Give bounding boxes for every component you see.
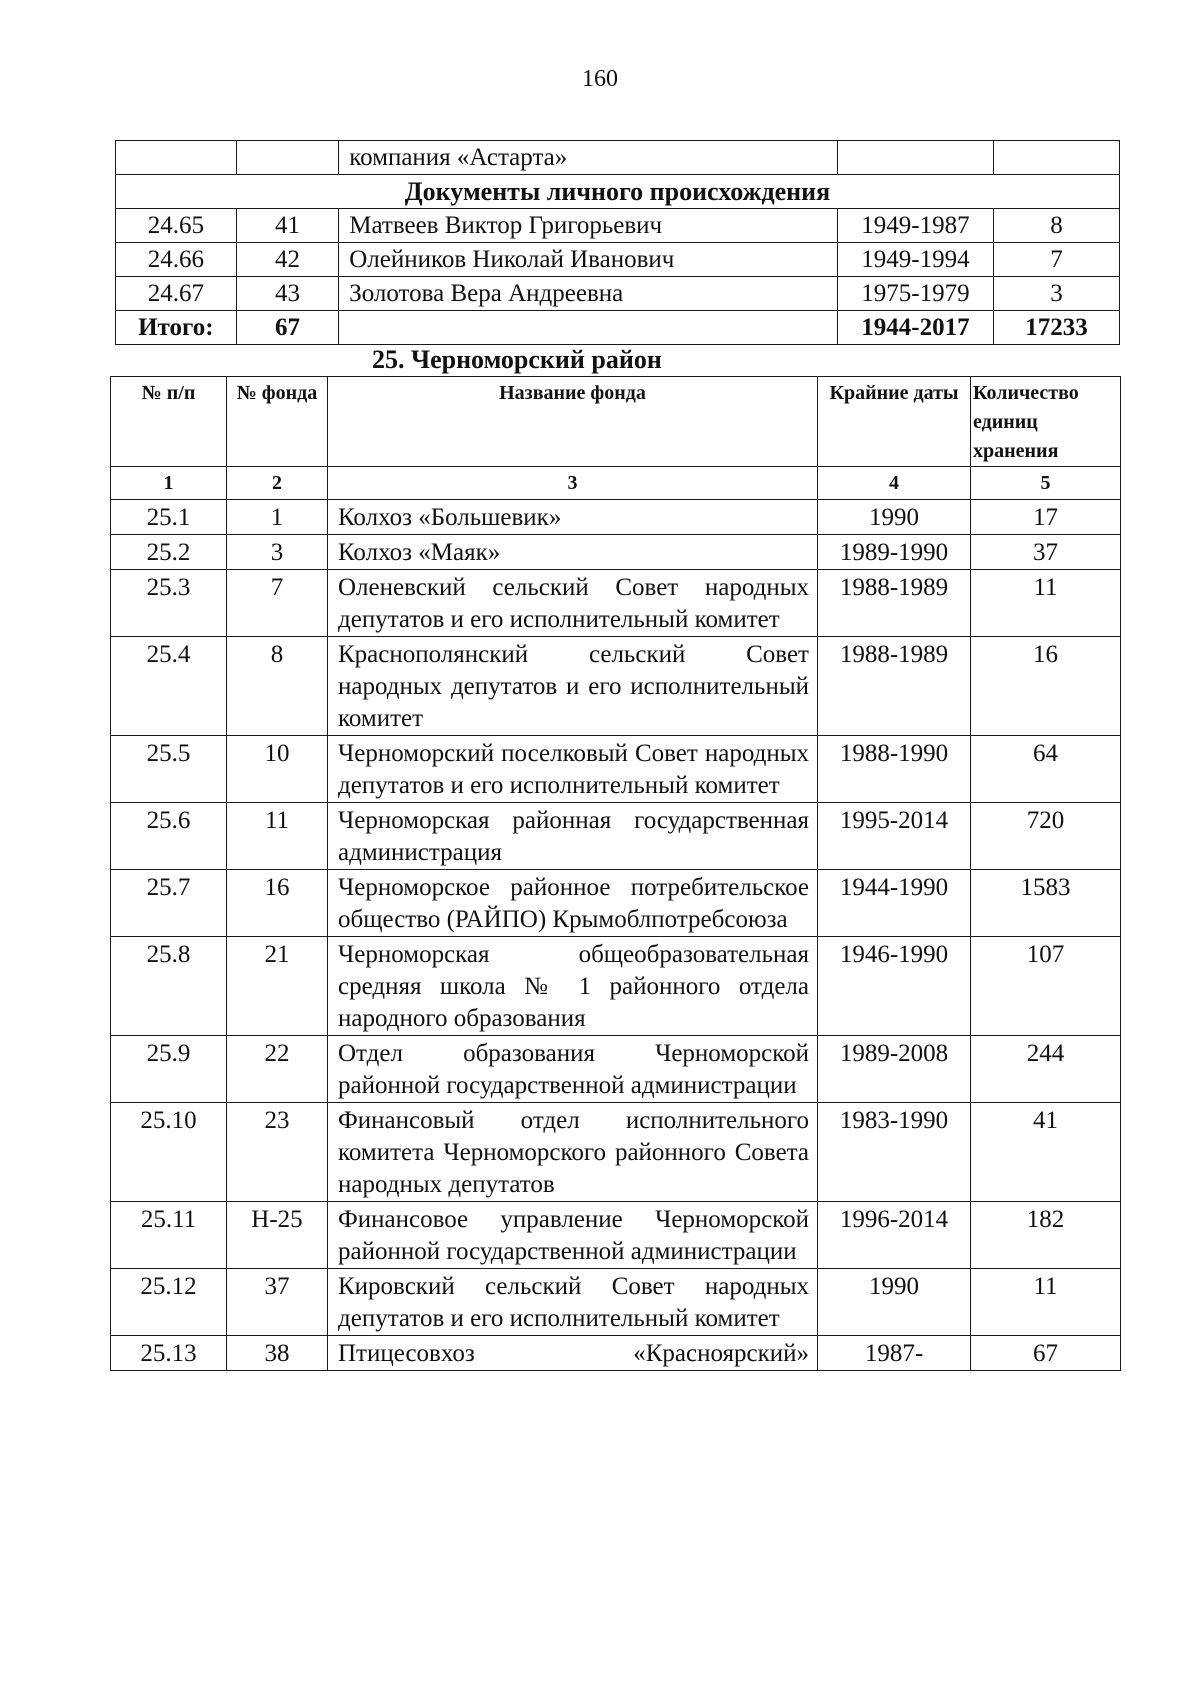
cell-idx: 25.1 <box>111 500 227 535</box>
cell-dates: 1990 <box>818 1269 971 1336</box>
cell-name: Финансовый отдел исполнительного комитета Черноморского районного Совета народных депутатов <box>328 1103 818 1202</box>
cell-fund: 41 <box>236 209 339 243</box>
header-row <box>111 377 1121 467</box>
cell-dates: 1946-1990 <box>818 937 971 1036</box>
table-row <box>111 1202 1121 1269</box>
cell-idx: 25.12 <box>111 1269 227 1336</box>
cell-dates: 1989-2008 <box>818 1036 971 1103</box>
cell-qty: 64 <box>971 736 1121 803</box>
total-label: Итого: <box>116 311 237 345</box>
cell-dates: 1983-1990 <box>818 1103 971 1202</box>
total-dates: 1944-2017 <box>838 311 994 345</box>
cell-fund: 23 <box>227 1103 328 1202</box>
column-number: 2 <box>227 467 328 500</box>
cell-fund: 11 <box>227 803 328 870</box>
column-number: 3 <box>328 467 818 500</box>
cell-qty: 7 <box>993 243 1119 277</box>
cell-dates: 1990 <box>818 500 971 535</box>
cell-name: Черноморское районное потребительское общество (РАЙПО) Крымоблпотребсоюза <box>328 870 818 937</box>
cell-qty: 17 <box>971 500 1121 535</box>
table-row <box>116 243 1120 277</box>
cell-idx: 25.5 <box>111 736 227 803</box>
cell-dates: 1988-1989 <box>818 570 971 637</box>
cell-dates: 1996-2014 <box>818 1202 971 1269</box>
cell-name: Отдел образования Черноморской районной государственной администрации <box>328 1036 818 1103</box>
header-qty: Количество единиц хранения <box>971 377 1121 467</box>
table-row <box>111 1269 1121 1336</box>
table-row <box>111 637 1121 736</box>
table-row <box>111 803 1121 870</box>
cell-fund: 1 <box>227 500 328 535</box>
cell-name: Оленевский сельский Совет народных депутатов и его исполнительный комитет <box>328 570 818 637</box>
column-number: 1 <box>111 467 227 500</box>
cell-dates: 1995-2014 <box>818 803 971 870</box>
cell-fund: 42 <box>236 243 339 277</box>
column-number: 4 <box>818 467 971 500</box>
cell-idx: 25.9 <box>111 1036 227 1103</box>
cell-fund: 38 <box>227 1336 328 1371</box>
header-fund: № фонда <box>227 377 328 467</box>
table-row <box>111 870 1121 937</box>
cell-qty: 244 <box>971 1036 1121 1103</box>
table-row <box>111 1103 1121 1202</box>
header-name: Название фонда <box>328 377 818 467</box>
cell-idx: 25.3 <box>111 570 227 637</box>
cell-fund: 3 <box>227 535 328 570</box>
cell-idx: 24.65 <box>116 209 237 243</box>
header-dates: Крайние даты <box>818 377 971 467</box>
cell-idx: 25.6 <box>111 803 227 870</box>
cell-qty: 182 <box>971 1202 1121 1269</box>
cell-name: Золотова Вера Андреевна <box>339 277 838 311</box>
cell-idx: 24.66 <box>116 243 237 277</box>
cell-name: Колхоз «Большевик» <box>328 500 818 535</box>
cell-fund: 8 <box>227 637 328 736</box>
cell-fund: 22 <box>227 1036 328 1103</box>
cell-idx <box>116 141 237 175</box>
cell-fund <box>236 141 339 175</box>
cell-name: Птицесовхоз «Красноярский» <box>328 1336 818 1371</box>
table-row <box>116 209 1120 243</box>
header-idx: № п/п <box>111 377 227 467</box>
cell-idx: 25.8 <box>111 937 227 1036</box>
cell-fund: 37 <box>227 1269 328 1336</box>
previous-section-table <box>115 140 1120 345</box>
cell-name: Черноморский поселковый Совет народных депутатов и его исполнительный комитет <box>328 736 818 803</box>
cell-name: Черноморская общеобразовательная средняя школа № 1 районного отдела народного образования <box>328 937 818 1036</box>
section-heading-row <box>116 175 1120 209</box>
cell-idx: 25.2 <box>111 535 227 570</box>
table-row <box>111 1036 1121 1103</box>
column-number: 5 <box>971 467 1121 500</box>
cell-dates: 1949-1987 <box>838 209 994 243</box>
cell-dates: 1988-1990 <box>818 736 971 803</box>
total-fund: 67 <box>236 311 339 345</box>
table-row <box>111 570 1121 637</box>
cell-idx: 25.4 <box>111 637 227 736</box>
cell-idx: 25.11 <box>111 1202 227 1269</box>
cell-qty: 8 <box>993 209 1119 243</box>
table-row <box>111 736 1121 803</box>
cell-dates: 1988-1989 <box>818 637 971 736</box>
cell-fund: 21 <box>227 937 328 1036</box>
cell-name: Олейников Николай Иванович <box>339 243 838 277</box>
cell-fund: 16 <box>227 870 328 937</box>
table-row <box>111 500 1121 535</box>
table-row <box>111 937 1121 1036</box>
cell-qty: 67 <box>971 1336 1121 1371</box>
cell-qty <box>993 141 1119 175</box>
cell-qty: 11 <box>971 1269 1121 1336</box>
page-number: 160 <box>582 66 618 92</box>
cell-dates: 1944-1990 <box>818 870 971 937</box>
cell-name: Колхоз «Маяк» <box>328 535 818 570</box>
carry-over-row <box>116 141 1120 175</box>
cell-idx: 25.7 <box>111 870 227 937</box>
cell-name: Матвеев Виктор Григорьевич <box>339 209 838 243</box>
column-numbers-row <box>111 467 1121 500</box>
cell-fund: 7 <box>227 570 328 637</box>
cell-qty: 107 <box>971 937 1121 1036</box>
total-qty: 17233 <box>993 311 1119 345</box>
table-row <box>116 277 1120 311</box>
cell-name: Финансовое управление Черноморской районной государственной администрации <box>328 1202 818 1269</box>
cell-dates: 1987- <box>818 1336 971 1371</box>
cell-qty: 41 <box>971 1103 1121 1202</box>
cell-dates <box>838 141 994 175</box>
district-fonds-table <box>110 376 1121 1371</box>
cell-qty: 16 <box>971 637 1121 736</box>
cell-name: Черноморская районная государственная администрация <box>328 803 818 870</box>
cell-name: компания «Астарта» <box>339 141 838 175</box>
cell-fund: 43 <box>236 277 339 311</box>
cell-dates: 1989-1990 <box>818 535 971 570</box>
cell-dates: 1975-1979 <box>838 277 994 311</box>
total-row <box>116 311 1120 345</box>
section-heading: Документы личного происхождения <box>116 175 1120 209</box>
cell-qty: 37 <box>971 535 1121 570</box>
cell-fund: Н-25 <box>227 1202 328 1269</box>
cell-dates: 1949-1994 <box>838 243 994 277</box>
total-name <box>339 311 838 345</box>
cell-qty: 720 <box>971 803 1121 870</box>
cell-idx: 24.67 <box>116 277 237 311</box>
cell-fund: 10 <box>227 736 328 803</box>
cell-name: Краснополянский сельский Совет народных депутатов и его исполнительный комитет <box>328 637 818 736</box>
section-title: 25. Черноморский район <box>372 345 662 374</box>
cell-idx: 25.13 <box>111 1336 227 1371</box>
cell-qty: 11 <box>971 570 1121 637</box>
cell-qty: 1583 <box>971 870 1121 937</box>
cell-name: Кировский сельский Совет народных депутатов и его исполнительный комитет <box>328 1269 818 1336</box>
cell-qty: 3 <box>993 277 1119 311</box>
table-row <box>111 1336 1121 1371</box>
table-row <box>111 535 1121 570</box>
cell-idx: 25.10 <box>111 1103 227 1202</box>
